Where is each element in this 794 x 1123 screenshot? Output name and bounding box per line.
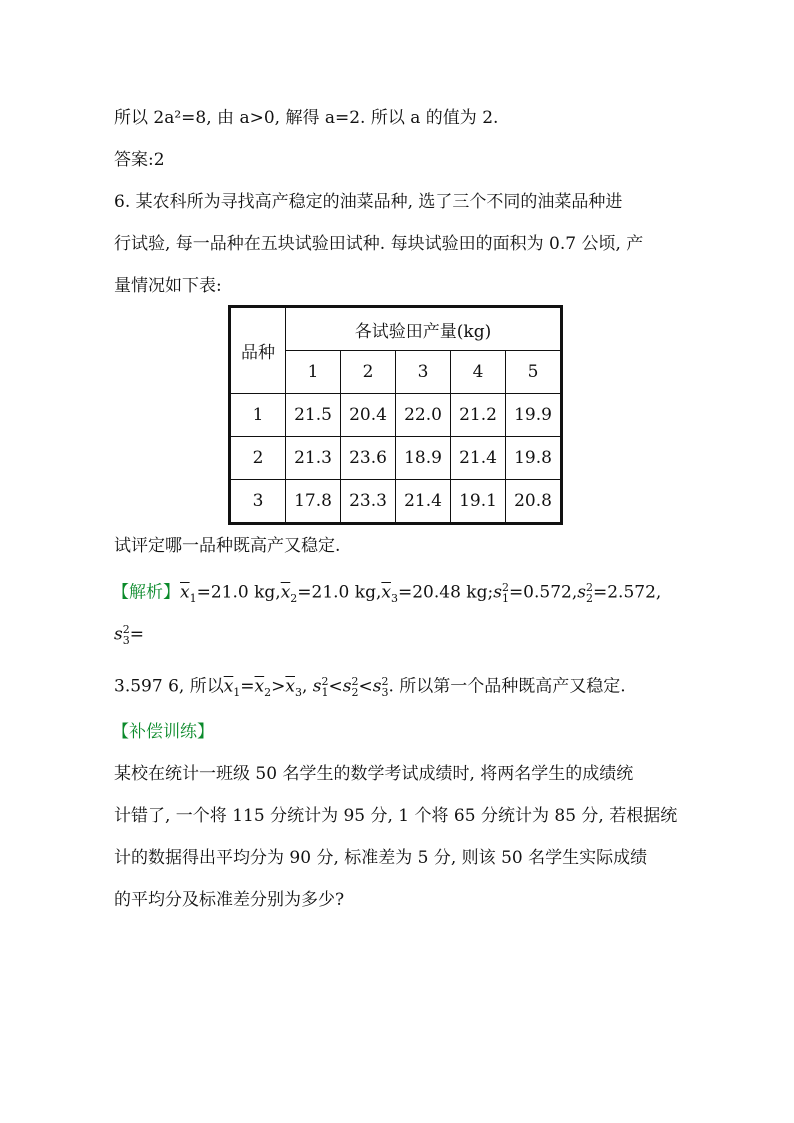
plot-header: 4 <box>451 351 506 394</box>
variance-symbol: s <box>312 676 322 697</box>
mean-symbol: $\overline{x}$ <box>280 582 291 603</box>
table-row <box>230 437 562 480</box>
variance-3: = <box>129 624 144 645</box>
yield-cell: 17.8 <box>286 480 341 524</box>
conclusion-suffix: . 所以第一个品种既高产又稳定. <box>388 676 626 697</box>
conclusion-line: 3.597 6, 所以$\overline{x}_1=\overline{x}_2>\overline{x}_3$, $s^2_1<s^2_2<s^2_3$. 所以第一个品种既高产又稳定. <box>114 675 626 700</box>
variance-1: =0.572, <box>508 582 578 603</box>
table-row <box>230 394 562 437</box>
question-text-3: 量情况如下表: <box>114 276 222 296</box>
variety-cell: 1 <box>230 394 286 437</box>
plot-header: 2 <box>341 351 396 394</box>
variance-symbol: s <box>114 624 123 645</box>
yield-cell: 23.3 <box>341 480 396 524</box>
yield-cell: 20.8 <box>506 480 562 524</box>
analysis-line: 【解析】$\overline{x}_1=21.0$ $kg,\overline{x}_2=21.0$ $kg,\overline{x}_3=20.48$ $kg;s^2_1=0.572,s^2_2=2.572$, <box>112 581 662 606</box>
yield-cell: 21.4 <box>396 480 451 524</box>
supplement-text-4: 的平均分及标准差分别为多少? <box>114 890 345 910</box>
yield-cell: 21.2 <box>451 394 506 437</box>
yield-table <box>228 305 563 525</box>
analysis-line-2: $s^2_3=$ <box>114 623 144 648</box>
yield-cell: 20.4 <box>341 394 396 437</box>
plot-header: 1 <box>286 351 341 394</box>
supplement-text-1: 某校在统计一班级 50 名学生的数学考试成绩时, 将两名学生的成绩统 <box>114 764 634 784</box>
variety-header: 品种 <box>230 307 286 394</box>
variance-symbol: s <box>372 676 382 697</box>
conclusion-prefix: 3.597 6, 所以 <box>114 676 224 697</box>
table-row <box>230 480 562 524</box>
question-text-2: 行试验, 每一品种在五块试验田试种. 每块试验田的面积为 0.7 公顷, 产 <box>114 234 644 254</box>
variance-symbol: s <box>493 582 502 603</box>
variety-cell: 3 <box>230 480 286 524</box>
plot-header: 3 <box>396 351 451 394</box>
solution-line: 所以 2a²=8, 由 a>0, 解得 a=2. 所以 a 的值为 2. <box>114 108 499 128</box>
yield-cell: 23.6 <box>341 437 396 480</box>
mean-1: =21.0 kg, <box>196 582 281 603</box>
supplement-text-3: 计的数据得出平均分为 90 分, 标准差为 5 分, 则该 50 名学生实际成绩 <box>114 848 648 868</box>
yield-cell: 19.1 <box>451 480 506 524</box>
mean-2: =21.0 kg, <box>297 582 382 603</box>
yield-cell: 21.5 <box>286 394 341 437</box>
yield-cell: 18.9 <box>396 437 451 480</box>
supplement-text-2: 计错了, 一个将 115 分统计为 95 分, 1 个将 65 分统计为 85 分, 若根据统 <box>114 806 678 826</box>
variance-symbol: s <box>577 582 586 603</box>
yield-header: 各试验田产量(kg) <box>286 307 562 351</box>
mean-symbol: $\overline{x}$ <box>381 582 391 603</box>
yield-cell: 19.8 <box>506 437 562 480</box>
question-prompt: 试评定哪一品种既高产又稳定. <box>114 536 341 556</box>
variety-cell: 2 <box>230 437 286 480</box>
yield-cell: 21.3 <box>286 437 341 480</box>
mean-symbol: $\overline{x}$ <box>254 676 265 697</box>
variance-2: =2.572, <box>593 582 662 603</box>
analysis-label: 【解析】 <box>112 582 180 603</box>
question-text-1: 6. 某农科所为寻找高产稳定的油菜品种, 选了三个不同的油菜品种进 <box>114 192 623 212</box>
supplement-label: 【补偿训练】 <box>112 722 214 742</box>
yield-cell: 22.0 <box>396 394 451 437</box>
mean-3: =20.48 kg; <box>397 582 494 603</box>
mean-symbol: $\overline{x}$ <box>285 676 295 697</box>
plot-header: 5 <box>506 351 562 394</box>
answer-line: 答案:2 <box>114 150 165 170</box>
yield-cell: 21.4 <box>451 437 506 480</box>
mean-symbol: $\overline{x}$ <box>223 676 234 697</box>
yield-cell: 19.9 <box>506 394 562 437</box>
variance-symbol: s <box>342 676 352 697</box>
mean-symbol: $\overline{x}$ <box>180 582 190 603</box>
